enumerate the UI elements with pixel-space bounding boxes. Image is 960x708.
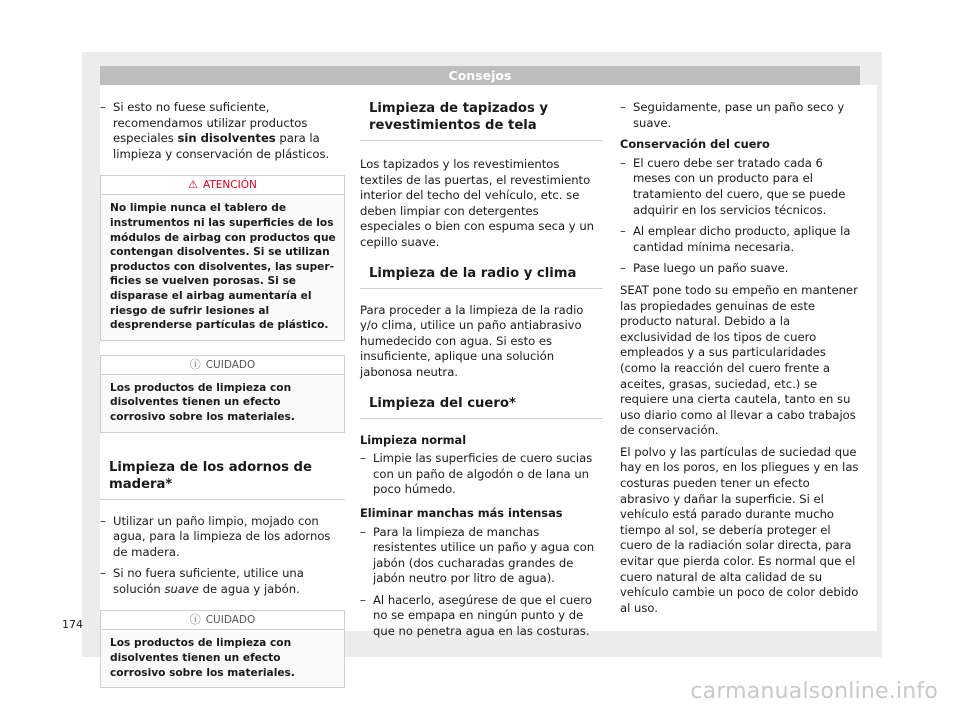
column-1: [100, 100, 345, 688]
warning-triangle-icon: ⚠: [188, 178, 199, 192]
list-text: Al emplear dicho producto, aplique la cantidad mínima necesaria.: [633, 224, 851, 254]
column-3: [620, 100, 860, 622]
page-number: 174: [62, 618, 83, 631]
italic-text: suave: [164, 581, 199, 596]
section-title: [360, 100, 603, 141]
list-item: [360, 593, 603, 640]
column-2: [360, 100, 603, 646]
paragraph: Para proceder a la limpieza de la radio y/o clima, utilice un paño antiabrasivo humedecido con agua. Si esto es insuficiente, aplique una solución jabonosa neutra.: [360, 302, 584, 379]
section-title-text: Limpieza de la radio y clima: [369, 265, 577, 281]
dash-marker: –: [100, 513, 106, 528]
text: para la limpieza y conservación de plásticos.: [113, 131, 330, 161]
paragraph: El polvo y las partículas de suciedad que hay en los poros, en los pliegues y en las costuras pueden tener un efecto abrasivo y dañar la superficie. Si el vehículo está parado durante mucho tiempo al sol, se debería proteger el cuero de la radiación solar directa, para evitar que pierda color. Es normal que el cuero natural de alta calidad de su vehículo cambie un poco de color debido al uso.: [620, 444, 859, 615]
bold-text: sin disolventes: [177, 131, 276, 146]
warning-header: [101, 176, 344, 195]
section-title-text: Limpieza del cuero*: [369, 395, 516, 411]
warning-label: ATENCIÓN: [203, 179, 257, 192]
list-item: [620, 156, 860, 218]
dash-marker: –: [620, 224, 626, 239]
section-title: [360, 395, 603, 419]
list-text: El cuero debe ser tratado cada 6 meses con un producto para el tratamiento del cuero, que se puede adquirir en los servicios técnicos.: [633, 155, 846, 217]
list-text: Utilizar un paño limpio, mojado con agua, para la limpieza de los adornos de madera.: [113, 513, 331, 559]
paragraph: SEAT pone todo su empeño en mantener las propiedades genuinas de este producto natural. Debido a la exclusividad de los tipos de cuero empleados y a sus particularidades (como la reacción del cuero frente a aceites, grasas, suciedad, etc.) se requiere una cierta cautela, tanto en su uso diario como al llevar a cabo trabajos de conservación.: [620, 282, 858, 438]
info-circle-icon: ⓘ: [189, 357, 201, 371]
text: Si no fuera suficiente, utilice una solución: [113, 566, 304, 596]
paragraph: Los tapizados y los revestimientos textiles de las puertas, el revestimiento interior del techo del vehículo, etc. se deben limpiar con detergentes especiales o bien con espuma seca y un cepillo suave.: [360, 157, 595, 249]
list-item: [360, 525, 603, 587]
list-text: Para la limpieza de manchas resistentes utilice un paño y agua con jabón (dos cucharadas grandes de jabón neutro por litro de agua).: [373, 524, 595, 586]
list-text: Seguidamente, pase un paño seco y suave.: [633, 100, 845, 130]
dash-marker: –: [360, 524, 366, 539]
dash-marker: –: [620, 100, 626, 114]
warning-text: No limpie nunca el tablero de instrumentos ni las superficies de los módulos de airbag con productos que contengan disolventes. Si se utilizan productos con disolventes, las superficies se vuelven porosas. Si se disparase el airbag aumentaría el riesgo de sufrir lesiones al desprenderse partículas de plástico.: [110, 202, 336, 332]
info-circle-icon: ⓘ: [189, 613, 201, 627]
page-header: Consejos: [100, 66, 860, 85]
caution-box: [100, 610, 345, 688]
list-item: [100, 514, 345, 561]
dash-marker: –: [100, 100, 106, 114]
subheading: Limpieza normal: [360, 432, 467, 447]
list-item: [100, 566, 345, 597]
list-item: [620, 224, 860, 255]
caution-label: CUIDADO: [205, 614, 256, 627]
dash-marker: –: [360, 451, 366, 466]
list-text: Al hacerlo, asegúrese de que el cuero no se empapa en ningún punto y de que no penetra agua en las costuras.: [373, 592, 592, 639]
dash-marker: –: [360, 592, 366, 607]
list-item: [620, 100, 860, 131]
caution-text: Los productos de limpieza con disolventes tienen un efecto corrosivo sobre los materiales.: [110, 381, 295, 423]
list-item: [360, 451, 603, 498]
section-title-text: Limpieza de tapizados y revestimientos de tela: [369, 101, 548, 133]
text: Si esto no fuese suficiente, recomendamos utilizar productos especiales: [113, 100, 308, 146]
subheading: Eliminar manchas más intensas: [360, 505, 563, 520]
caution-label: CUIDADO: [205, 358, 256, 371]
dash-marker: –: [620, 261, 626, 276]
watermark: carmanualsonline.info: [690, 679, 938, 704]
list-text: Pase luego un paño suave.: [633, 261, 789, 276]
section-title-text: Limpieza de los adornos de madera*: [109, 459, 312, 492]
list-item: [620, 261, 860, 277]
caution-header: [101, 356, 344, 375]
list-item: [100, 100, 345, 162]
caution-box: [100, 355, 345, 433]
dash-marker: –: [620, 155, 626, 170]
subheading: Conservación del cuero: [620, 137, 770, 152]
dash-marker: –: [100, 566, 106, 581]
section-title: [360, 265, 603, 289]
list-text: Limpie las superficies de cuero sucias con un paño de algodón o de lana un poco húmedo.: [373, 451, 593, 497]
text: de agua y jabón.: [198, 581, 300, 596]
caution-header: [101, 611, 344, 630]
caution-text: Los productos de limpieza con disolventes tienen un efecto corrosivo sobre los materiales.: [110, 637, 295, 679]
section-title: [100, 459, 345, 500]
warning-box: [100, 175, 345, 340]
